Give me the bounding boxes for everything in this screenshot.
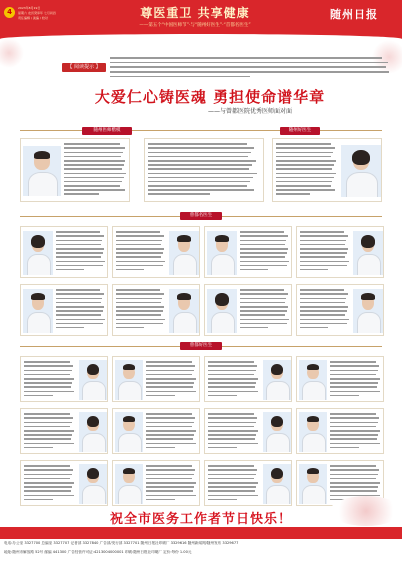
doctor-photo bbox=[299, 464, 327, 504]
doctor-photo bbox=[115, 464, 143, 504]
doctor-photo bbox=[169, 289, 199, 333]
doctor-profile-card bbox=[296, 408, 384, 454]
doctor-photo bbox=[169, 231, 199, 275]
doctor-profile-card bbox=[144, 138, 264, 202]
doctor-profile-card bbox=[20, 356, 108, 402]
doctor-profile-text bbox=[300, 289, 350, 331]
intro-paragraph bbox=[110, 56, 390, 79]
page-title: 尊医重卫 共享健康 bbox=[140, 6, 250, 20]
doctor-profile-text bbox=[116, 289, 166, 331]
section-label-good-doctor: 随州好医生 bbox=[280, 127, 320, 135]
doctor-photo bbox=[353, 231, 383, 275]
doctor-photo bbox=[79, 464, 107, 504]
section-label-famous-doctors: 曾都名医生 bbox=[180, 212, 222, 220]
doctor-profile-card bbox=[204, 226, 292, 278]
doctor-profile-text bbox=[330, 361, 382, 399]
doctor-profile-text bbox=[240, 231, 290, 273]
doctor-profile-card bbox=[20, 408, 108, 454]
footer-address-line: 地址:随州市解放路 52号 邮编 441300 广告经营许可证:4213004000001 印刷:随州日报社印刷厂 定价:每份 1.00元 bbox=[4, 550, 192, 554]
doctor-profile-text bbox=[148, 143, 260, 197]
section-label-doctor-model: 随州医师楷模 bbox=[82, 127, 132, 135]
editor-line: 责任编辑 / 美编 / 校对 bbox=[18, 16, 48, 20]
doctor-photo bbox=[353, 289, 383, 333]
doctor-profile-text bbox=[56, 231, 106, 273]
doctor-profile-card bbox=[204, 284, 292, 336]
doctor-photo bbox=[115, 360, 143, 400]
doctor-photo bbox=[23, 231, 53, 275]
masthead bbox=[0, 0, 402, 44]
doctor-photo bbox=[23, 289, 53, 333]
doctor-photo bbox=[263, 464, 291, 504]
doctor-profile-text bbox=[116, 231, 166, 273]
doctor-photo bbox=[207, 231, 237, 275]
main-subheadline: ——与曾都医院优秀医师面对面 bbox=[207, 108, 292, 115]
doctor-photo bbox=[23, 146, 61, 196]
doctor-profile-card bbox=[20, 460, 108, 506]
doctor-profile-card bbox=[272, 138, 382, 202]
doctor-profile-text bbox=[146, 361, 198, 399]
page-number: 4 bbox=[4, 7, 15, 18]
flower-decoration-bottom bbox=[330, 496, 402, 526]
doctor-profile-card bbox=[112, 460, 200, 506]
page-subtitle: ——第五个“中国医师节”·与“随州好医生”·“首都名医生” bbox=[139, 23, 251, 28]
section-divider bbox=[20, 130, 382, 131]
doctor-profile-card bbox=[204, 356, 292, 402]
doctor-profile-card bbox=[296, 226, 384, 278]
doctor-profile-card bbox=[204, 408, 292, 454]
doctor-profile-card bbox=[112, 356, 200, 402]
doctor-profile-card bbox=[204, 460, 292, 506]
section-label-good-doctors: 曾都好医生 bbox=[180, 342, 222, 350]
doctor-profile-text bbox=[64, 143, 128, 197]
doctor-photo bbox=[263, 412, 291, 452]
doctor-profile-card bbox=[296, 284, 384, 336]
holiday-greeting: 祝全市医务工作者节日快乐！ bbox=[109, 512, 292, 527]
doctor-photo bbox=[207, 289, 237, 333]
doctor-profile-text bbox=[24, 361, 76, 399]
doctor-profile-card bbox=[296, 356, 384, 402]
doctor-profile-text bbox=[240, 289, 290, 331]
lunar-date-line: 星期六 农历癸卯年 七月初四 bbox=[18, 11, 56, 15]
doctor-profile-card bbox=[20, 226, 108, 278]
main-headline: 大爱仁心铸医魂 勇担使命谱华章 bbox=[94, 88, 326, 106]
doctor-profile-text bbox=[146, 413, 198, 451]
doctor-profile-text bbox=[276, 143, 338, 197]
footer-contact-line: 电话:办公室 3327700 总编室 3327707 记者部 3327840 广告部/发行部 3327701 随州日报社印刷厂 3329616 随州新闻网/随州发布 3329677 bbox=[4, 541, 239, 545]
reading-tip-label: 【 阅读提示 】 bbox=[62, 63, 106, 72]
doctor-profile-text bbox=[208, 465, 260, 503]
date-line: 2023年8月19日 bbox=[18, 6, 41, 10]
doctor-profile-card bbox=[112, 408, 200, 454]
flower-decoration-left bbox=[0, 38, 24, 68]
doctor-profile-text bbox=[300, 231, 350, 273]
doctor-profile-text bbox=[24, 465, 76, 503]
doctor-photo bbox=[79, 360, 107, 400]
doctor-photo bbox=[341, 145, 381, 197]
doctor-profile-card bbox=[112, 284, 200, 336]
doctor-profile-text bbox=[24, 413, 76, 451]
doctor-photo bbox=[115, 412, 143, 452]
doctor-photo bbox=[79, 412, 107, 452]
doctor-photo bbox=[299, 360, 327, 400]
newspaper-logo: 随州日报 bbox=[330, 8, 378, 21]
doctor-profile-card bbox=[112, 226, 200, 278]
doctor-profile-text bbox=[208, 361, 260, 399]
doctor-photo bbox=[263, 360, 291, 400]
doctor-profile-text bbox=[56, 289, 106, 331]
doctor-profile-text bbox=[208, 413, 260, 451]
doctor-photo bbox=[299, 412, 327, 452]
doctor-profile-card bbox=[20, 138, 130, 202]
footer-band bbox=[0, 527, 402, 539]
doctor-profile-text bbox=[330, 413, 382, 451]
header-wave-decoration bbox=[0, 34, 402, 44]
doctor-profile-text bbox=[146, 465, 198, 503]
doctor-profile-card bbox=[20, 284, 108, 336]
